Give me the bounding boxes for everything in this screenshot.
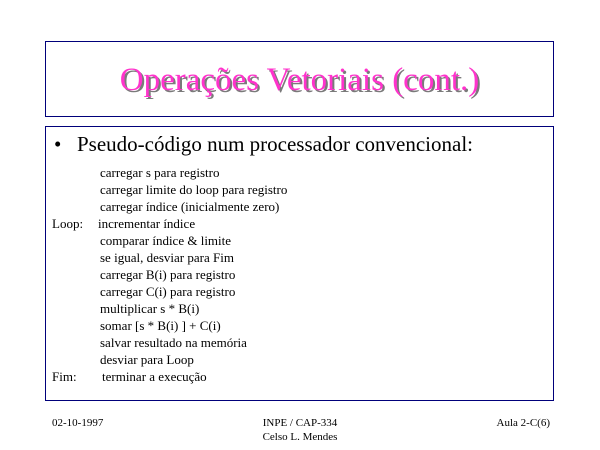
footer-center bbox=[200, 416, 400, 444]
bullet-icon: • bbox=[54, 132, 62, 156]
footer-date: 02-10-1997 bbox=[52, 417, 104, 429]
code-text: carregar s para registro bbox=[100, 165, 220, 180]
code-text: incrementar índice bbox=[98, 216, 196, 231]
bullet-item bbox=[54, 132, 473, 157]
code-label: Loop: bbox=[52, 216, 84, 231]
bullet-text: Pseudo-código num processador convencional: bbox=[77, 132, 473, 156]
content-box bbox=[45, 126, 554, 401]
footer-slide-number: Aula 2-C(6) bbox=[496, 417, 550, 429]
code-text: se igual, desviar para Fim bbox=[100, 250, 234, 265]
footer-institution: INPE / CAP-334 bbox=[262, 417, 338, 429]
code-text: carregar C(i) para registro bbox=[100, 284, 236, 299]
code-text: desviar para Loop bbox=[100, 352, 194, 367]
code-text: somar [s * B(i) ] + C(i) bbox=[100, 318, 221, 333]
code-text: comparar índice & limite bbox=[100, 233, 232, 248]
code-text: carregar limite do loop para registro bbox=[100, 182, 288, 197]
title-box bbox=[45, 41, 554, 117]
code-text: salvar resultado na memória bbox=[100, 335, 247, 350]
code-text: multiplicar s * B(i) bbox=[100, 301, 200, 316]
slide-title: Operações Vetoriais (cont.) bbox=[119, 61, 480, 98]
footer-author: Celso L. Mendes bbox=[262, 431, 338, 443]
code-label: Fim: bbox=[52, 369, 77, 384]
code-text: carregar índice (inicialmente zero) bbox=[100, 199, 280, 214]
code-text: carregar B(i) para registro bbox=[100, 267, 236, 282]
code-text: terminar a execução bbox=[102, 369, 207, 384]
